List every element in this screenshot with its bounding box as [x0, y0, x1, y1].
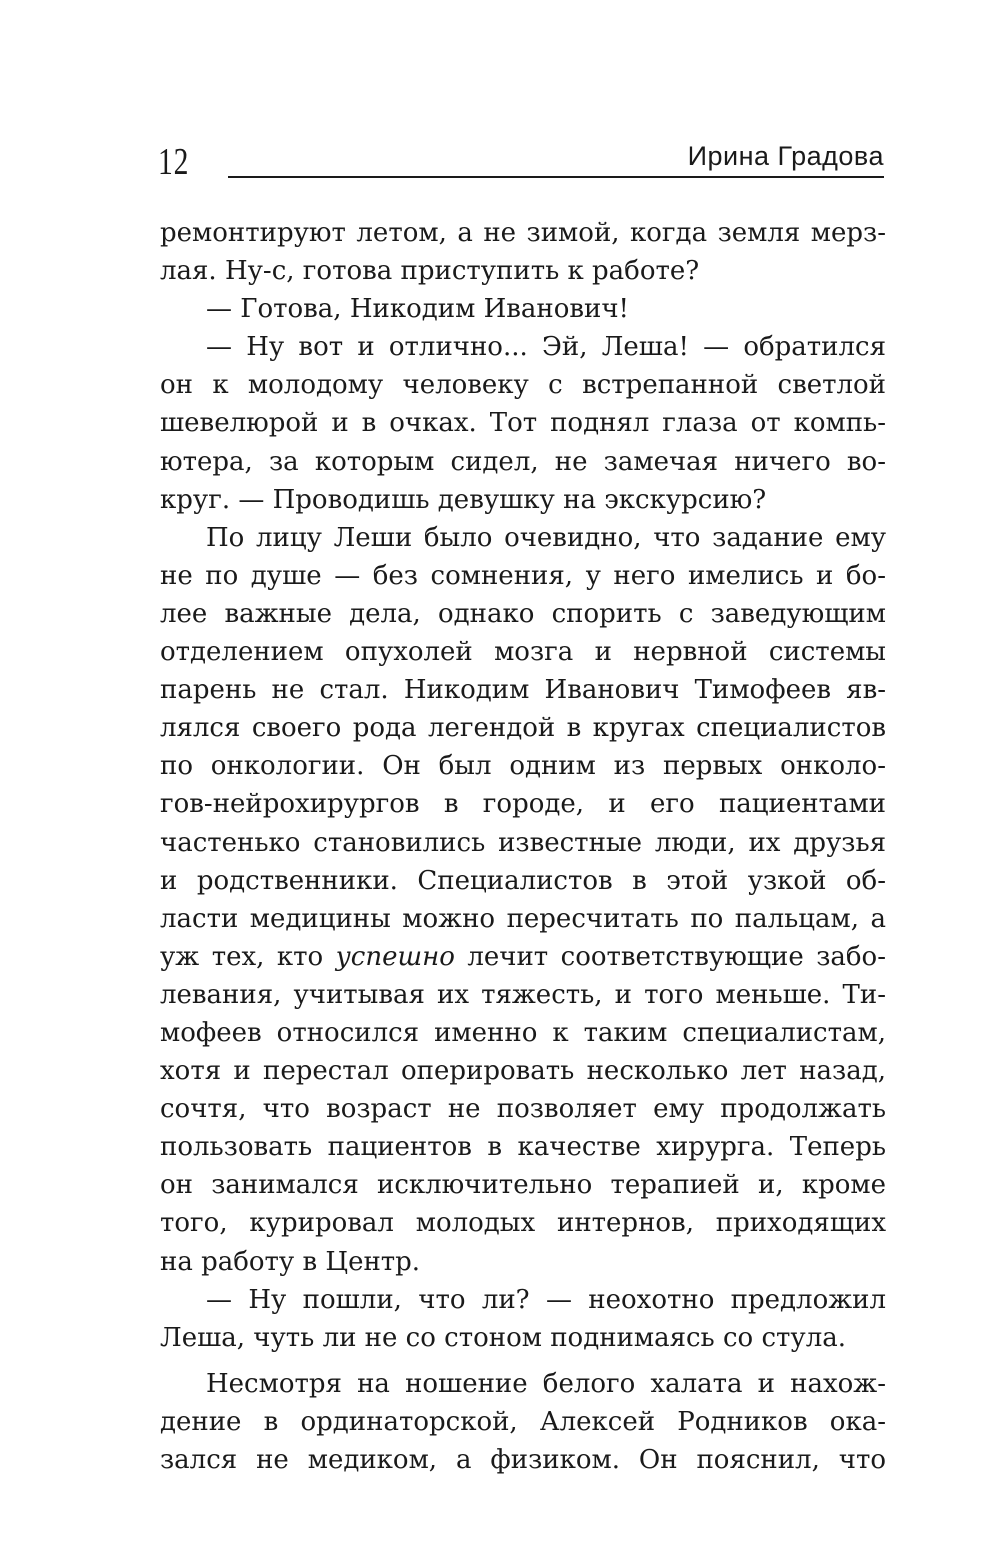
text-line: хотя и перестал оперировать несколько лет назад,: [160, 1056, 886, 1087]
text-line: лялся своего рода легендой в кругах специалистов: [160, 713, 886, 744]
text-line: [160, 938, 886, 976]
text-line: по онкологии. Он был одним из первых онколо-: [160, 751, 886, 782]
text-line: дение в ординаторской, Алексей Родников ока-: [160, 1406, 886, 1437]
text-line: лая. Ну-с, готова приступить к работе?: [160, 256, 700, 287]
text-line: частенько становились известные люди, их друзья: [160, 827, 886, 858]
text-line: зался не медиком, а физиком. Он пояснил, что: [160, 1445, 886, 1475]
text-line: и родственники. Специалистов в этой узкой об-: [160, 865, 886, 896]
header-rule: [228, 176, 884, 178]
text-line: По лицу Леши было очевидно, что задание ему: [206, 522, 886, 553]
text-line: лее важные дела, однако спорить с заведующим: [160, 598, 886, 629]
text-line: на работу в Центр.: [160, 1246, 421, 1277]
text-line: парень не стал. Никодим Иванович Тимофеев яв-: [160, 675, 886, 706]
running-head-author: Ирина Градова: [687, 141, 884, 171]
text-line: — Ну пошли, что ли? — неохотно предложил: [206, 1284, 886, 1315]
text-line: мофеев относился именно к таким специалистам,: [160, 1017, 886, 1048]
text-line: отделением опухолей мозга и нервной системы: [160, 637, 886, 668]
text-line: ютера, за которым сидел, не замечая ничего во-: [160, 446, 886, 477]
text-line: ремонтируют летом, а не зимой, когда земля мерз-: [160, 218, 886, 248]
text-line: левания, учитывая их тяжесть, и того меньше. Ти-: [160, 979, 886, 1010]
text-line: круг. — Проводишь девушку на экскурсию?: [160, 484, 767, 515]
text-line: пользовать пациентов в качестве хирурга. Теперь: [160, 1132, 886, 1163]
text-segment: уж тех, кто: [160, 941, 336, 972]
text-line: — Готова, Никодим Иванович!: [206, 294, 629, 325]
text-line: Леша, чуть ли не со стоном поднимаясь со стула.: [160, 1322, 846, 1353]
text-line: шевелюрой и в очках. Тот поднял глаза от компь-: [160, 408, 886, 439]
body-text: [160, 214, 886, 1479]
page-number: 12: [158, 141, 190, 183]
text-line: сочтя, что возраст не позволяет ему продолжать: [160, 1094, 886, 1125]
text-line: Несмотря на ношение белого халата и нахож-: [206, 1368, 886, 1399]
text-line: он к молодому человеку с встрепанной светлой: [160, 370, 886, 401]
text-segment: лечит соответствующие забо-: [454, 941, 887, 972]
italic-emphasis: успешно: [335, 941, 455, 972]
text-line: ласти медицины можно пересчитать по пальцам, а: [160, 903, 886, 934]
text-line: гов-нейрохирургов в городе, и его пациентами: [160, 789, 886, 820]
text-line: того, курировал молодых интернов, приходящих: [160, 1208, 886, 1239]
text-line: не по душе — без сомнения, у него имелись и бо-: [160, 560, 886, 591]
text-line: — Ну вот и отлично... Эй, Леша! — обратился: [206, 332, 886, 363]
text-line: он занимался исключительно терапией и, кроме: [160, 1170, 886, 1201]
